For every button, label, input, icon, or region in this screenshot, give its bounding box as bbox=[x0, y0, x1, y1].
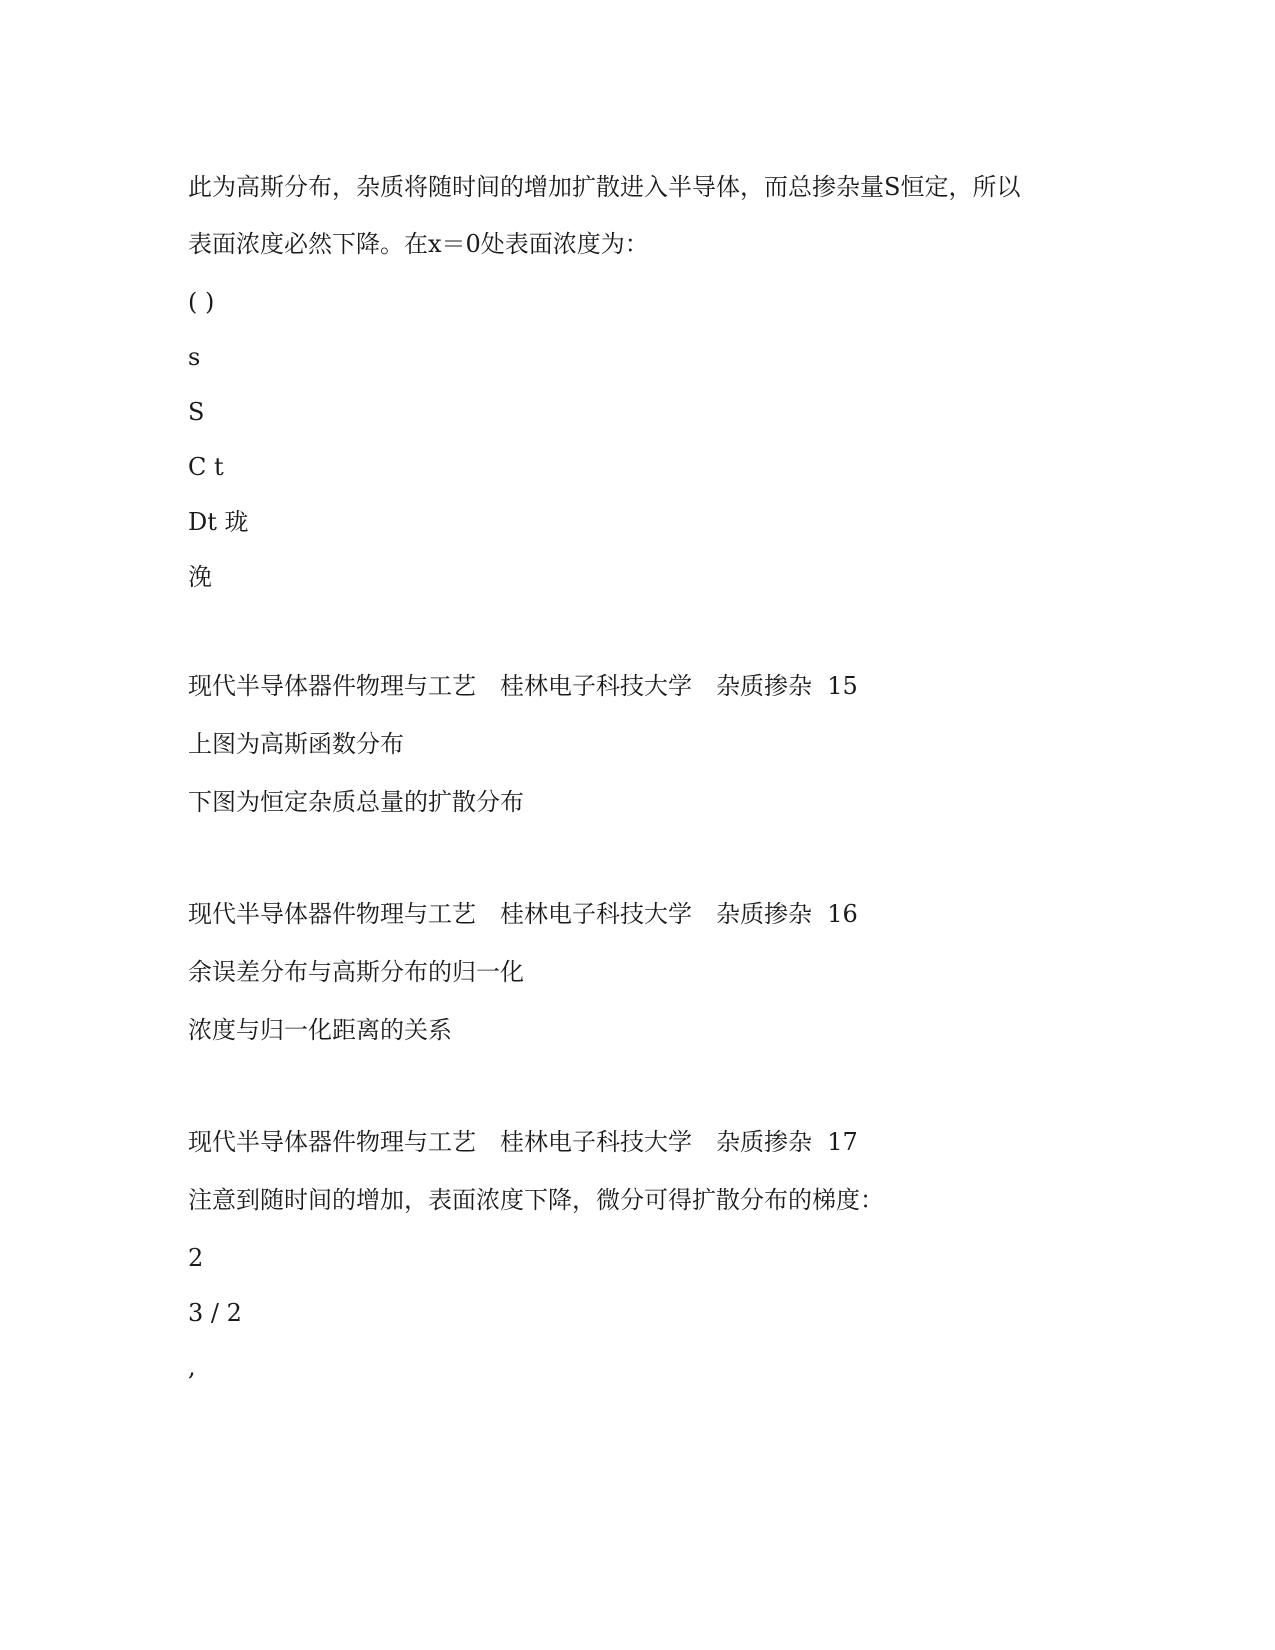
school-name: 桂林电子科技大学 bbox=[500, 672, 692, 700]
paragraph-line: 上图为高斯函数分布 bbox=[188, 730, 404, 758]
slide-number: 17 bbox=[827, 1128, 858, 1156]
course-title: 现代半导体器件物理与工艺 bbox=[188, 900, 476, 928]
slide-header bbox=[188, 1127, 858, 1157]
paragraph-line: 浓度与归一化距离的关系 bbox=[188, 1016, 452, 1044]
formula-fragment: 浼 bbox=[188, 563, 212, 591]
paragraph-line: 表面浓度必然下降。在x＝0处表面浓度为： bbox=[188, 230, 649, 258]
chapter-name: 杂质掺杂 bbox=[716, 900, 812, 928]
formula-fragment: ( ) bbox=[188, 288, 215, 316]
course-title: 现代半导体器件物理与工艺 bbox=[188, 672, 476, 700]
slide-header bbox=[188, 899, 858, 929]
school-name: 桂林电子科技大学 bbox=[500, 900, 692, 928]
formula-fragment: 3 / 2 bbox=[188, 1299, 242, 1327]
paragraph-line: 余误差分布与高斯分布的归一化 bbox=[188, 958, 524, 986]
slide-header bbox=[188, 671, 858, 701]
paragraph-line: 下图为恒定杂质总量的扩散分布 bbox=[188, 788, 524, 816]
chapter-name: 杂质掺杂 bbox=[716, 1128, 812, 1156]
formula-fragment: S bbox=[188, 398, 205, 426]
formula-fragment: C t bbox=[188, 453, 224, 481]
slide-number: 15 bbox=[827, 672, 858, 700]
formula-fragment: 2 bbox=[188, 1244, 204, 1272]
school-name: 桂林电子科技大学 bbox=[500, 1128, 692, 1156]
formula-fragment: , bbox=[188, 1353, 196, 1381]
formula-fragment: Dt 珑 bbox=[188, 508, 249, 536]
chapter-name: 杂质掺杂 bbox=[716, 672, 812, 700]
formula-fragment: s bbox=[188, 343, 201, 371]
paragraph-line: 此为高斯分布，杂质将随时间的增加扩散进入半导体，而总掺杂量S恒定，所以 bbox=[188, 173, 1021, 201]
slide-number: 16 bbox=[827, 900, 858, 928]
paragraph-line: 注意到随时间的增加，表面浓度下降，微分可得扩散分布的梯度： bbox=[188, 1186, 884, 1214]
course-title: 现代半导体器件物理与工艺 bbox=[188, 1128, 476, 1156]
